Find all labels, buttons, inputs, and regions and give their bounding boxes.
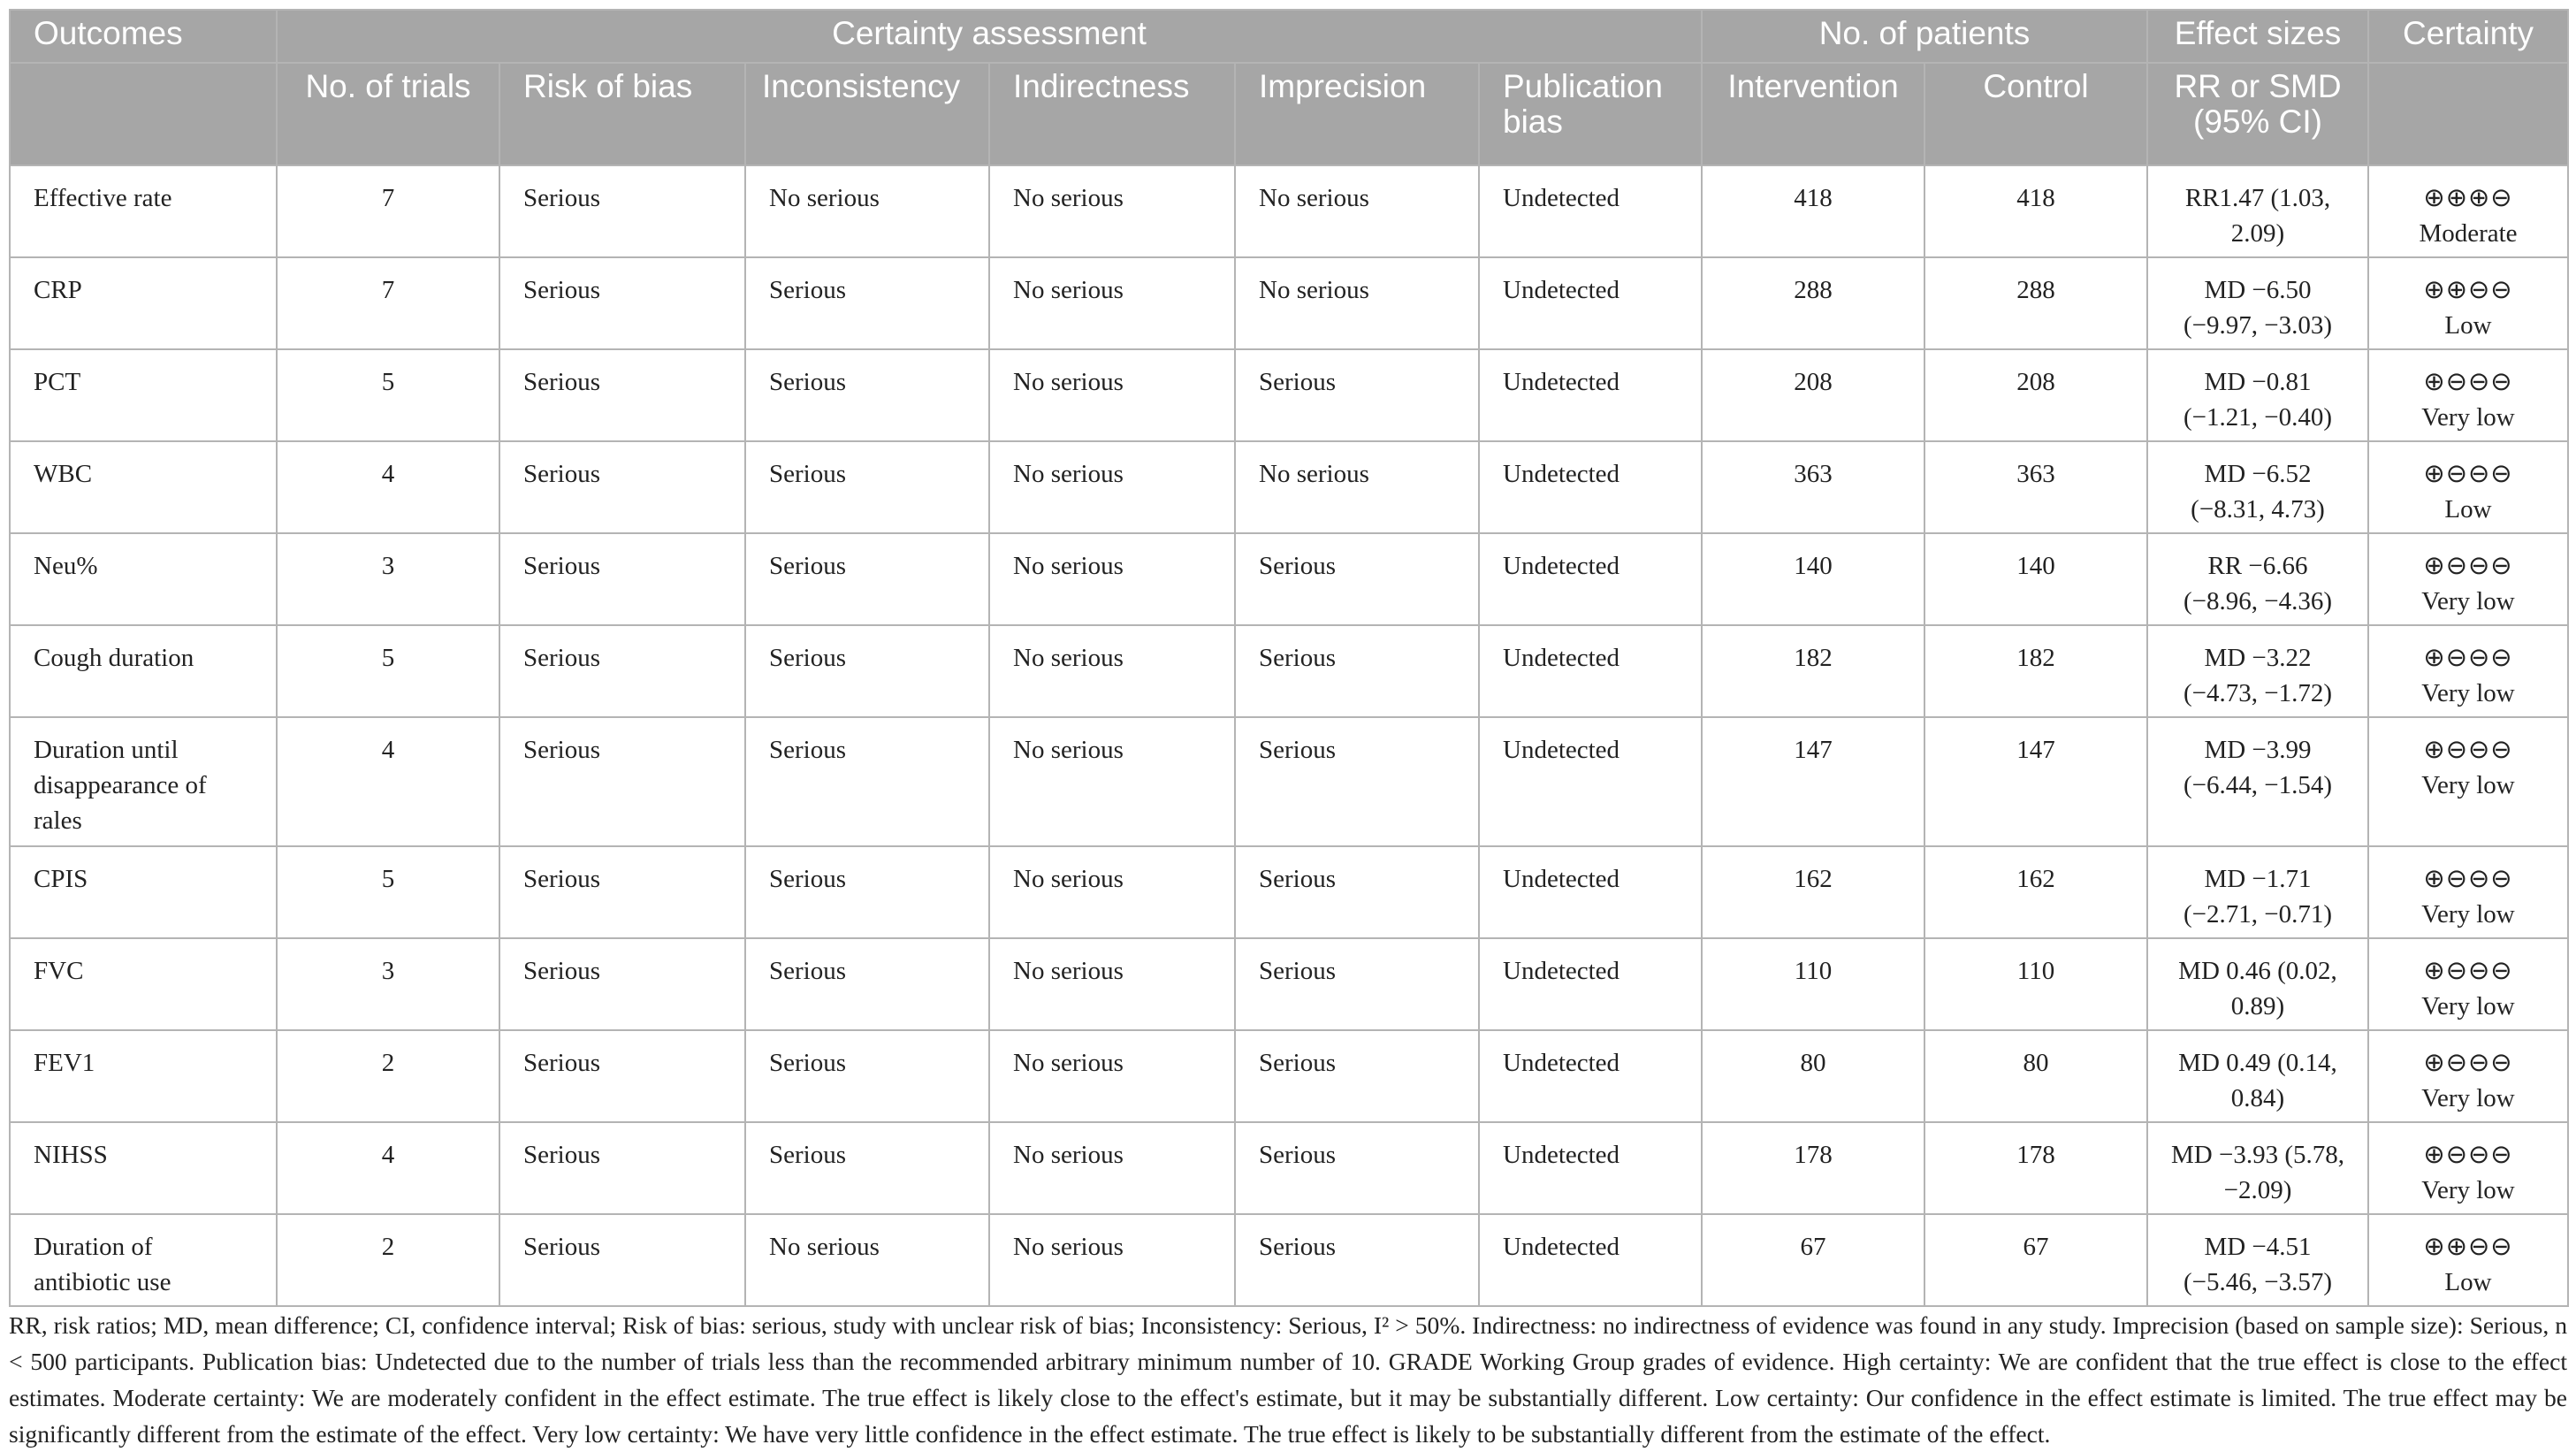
header-certainty: Certainty [2368, 10, 2568, 63]
publication-bias-cell: Undetected [1479, 717, 1702, 846]
header-rr-or-smd [2147, 63, 2368, 165]
table-row [10, 846, 2568, 938]
trials-cell: 2 [277, 1214, 499, 1306]
header-publication-bias-line2: bias [1503, 103, 1563, 140]
outcome-cell [10, 349, 277, 441]
header-control: Control [1924, 63, 2147, 165]
header-imprecision: Imprecision [1235, 63, 1479, 165]
header-effect-sizes: Effect sizes [2147, 10, 2368, 63]
control-cell: 182 [1924, 625, 2147, 717]
header-blank-certainty [2368, 63, 2568, 165]
control-cell: 110 [1924, 938, 2147, 1030]
effect-size-cell [2147, 441, 2368, 533]
effect-size-cell [2147, 1122, 2368, 1214]
header-outcomes: Outcomes [10, 10, 277, 63]
trials-cell: 7 [277, 257, 499, 349]
header-certainty-assessment: Certainty assessment [277, 10, 1702, 63]
publication-bias-cell: Undetected [1479, 349, 1702, 441]
outcome-line: Effective rate [34, 184, 172, 212]
outcome-cell [10, 846, 277, 938]
indirectness-cell: No serious [989, 533, 1235, 625]
imprecision-cell: Serious [1235, 846, 1479, 938]
outcome-cell [10, 1214, 277, 1306]
imprecision-cell: Serious [1235, 717, 1479, 846]
intervention-cell: 140 [1702, 533, 1924, 625]
outcome-line: FVC [34, 957, 84, 985]
table-footnote [9, 1307, 2567, 1452]
effect-size-cell [2147, 1214, 2368, 1306]
risk-of-bias-cell: Serious [499, 938, 745, 1030]
certainty-symbols: ⊕⊖⊖⊖ [2423, 865, 2513, 893]
imprecision-cell: No serious [1235, 165, 1479, 257]
table-row [10, 717, 2568, 846]
effect-size-cell [2147, 257, 2368, 349]
indirectness-cell: No serious [989, 846, 1235, 938]
effect-size-line: MD −6.52 [2204, 460, 2312, 488]
certainty-label: Very low [2421, 1176, 2515, 1204]
control-cell: 418 [1924, 165, 2147, 257]
certainty-symbols: ⊕⊖⊖⊖ [2423, 368, 2513, 396]
indirectness-cell: No serious [989, 1030, 1235, 1122]
outcome-cell [10, 165, 277, 257]
header-publication-bias-line1: Publication [1503, 68, 1664, 104]
effect-size-cell [2147, 846, 2368, 938]
intervention-cell: 147 [1702, 717, 1924, 846]
header-risk-of-bias: Risk of bias [499, 63, 745, 165]
outcome-line: Duration of [34, 1233, 153, 1261]
imprecision-cell: Serious [1235, 938, 1479, 1030]
effect-size-cell [2147, 625, 2368, 717]
table-row [10, 1214, 2568, 1306]
header-rr-or-smd-line2: (95% CI) [2193, 103, 2322, 140]
header-blank-outcomes [10, 63, 277, 165]
certainty-label: Very low [2421, 992, 2515, 1020]
table-row [10, 938, 2568, 1030]
risk-of-bias-cell: Serious [499, 257, 745, 349]
certainty-symbols: ⊕⊖⊖⊖ [2423, 1141, 2513, 1169]
trials-cell: 2 [277, 1030, 499, 1122]
inconsistency-cell: Serious [745, 349, 989, 441]
certainty-symbols: ⊕⊖⊖⊖ [2423, 736, 2513, 764]
effect-size-line: MD −0.81 [2204, 368, 2312, 396]
certainty-cell [2368, 165, 2568, 257]
header-publication-bias [1479, 63, 1702, 165]
risk-of-bias-cell: Serious [499, 846, 745, 938]
inconsistency-cell: Serious [745, 533, 989, 625]
certainty-cell [2368, 441, 2568, 533]
effect-size-line: (−5.46, −3.57) [2183, 1268, 2333, 1296]
publication-bias-cell: Undetected [1479, 441, 1702, 533]
effect-size-line: MD −3.22 [2204, 644, 2312, 672]
certainty-symbols: ⊕⊖⊖⊖ [2423, 1049, 2513, 1077]
trials-cell: 4 [277, 441, 499, 533]
intervention-cell: 288 [1702, 257, 1924, 349]
effect-size-line: (−2.71, −0.71) [2183, 900, 2333, 929]
control-cell: 208 [1924, 349, 2147, 441]
imprecision-cell: Serious [1235, 533, 1479, 625]
outcome-cell [10, 441, 277, 533]
trials-cell: 5 [277, 625, 499, 717]
control-cell: 80 [1924, 1030, 2147, 1122]
publication-bias-cell: Undetected [1479, 938, 1702, 1030]
table-row [10, 533, 2568, 625]
control-cell: 363 [1924, 441, 2147, 533]
effect-size-line: RR1.47 (1.03, [2184, 184, 2331, 212]
effect-size-line: MD −6.50 [2204, 276, 2312, 304]
trials-cell: 4 [277, 717, 499, 846]
effect-size-line: MD −3.93 (5.78, [2171, 1141, 2344, 1169]
outcome-cell [10, 533, 277, 625]
certainty-cell [2368, 349, 2568, 441]
trials-cell: 4 [277, 1122, 499, 1214]
trials-cell: 3 [277, 533, 499, 625]
inconsistency-cell: Serious [745, 717, 989, 846]
imprecision-cell: Serious [1235, 1214, 1479, 1306]
effect-size-line: (−6.44, −1.54) [2183, 771, 2333, 799]
intervention-cell: 67 [1702, 1214, 1924, 1306]
header-no-of-trials: No. of trials [277, 63, 499, 165]
outcome-line: Neu% [34, 552, 98, 580]
certainty-label: Very low [2421, 587, 2515, 615]
certainty-label: Very low [2421, 403, 2515, 432]
certainty-label: Very low [2421, 1084, 2515, 1112]
outcome-line: rales [34, 806, 82, 835]
outcome-line: FEV1 [34, 1049, 95, 1077]
inconsistency-cell: Serious [745, 257, 989, 349]
intervention-cell: 363 [1702, 441, 1924, 533]
outcome-line: Duration until [34, 736, 179, 764]
risk-of-bias-cell: Serious [499, 1030, 745, 1122]
intervention-cell: 80 [1702, 1030, 1924, 1122]
header-indirectness: Indirectness [989, 63, 1235, 165]
control-cell: 288 [1924, 257, 2147, 349]
indirectness-cell: No serious [989, 1214, 1235, 1306]
imprecision-cell: Serious [1235, 349, 1479, 441]
certainty-cell [2368, 1030, 2568, 1122]
intervention-cell: 208 [1702, 349, 1924, 441]
header-inconsistency: Inconsistency [745, 63, 989, 165]
indirectness-cell: No serious [989, 165, 1235, 257]
certainty-cell [2368, 625, 2568, 717]
certainty-cell [2368, 257, 2568, 349]
effect-size-line: MD 0.49 (0.14, [2178, 1049, 2337, 1077]
outcome-line: CPIS [34, 865, 88, 893]
certainty-label: Very low [2421, 679, 2515, 707]
intervention-cell: 162 [1702, 846, 1924, 938]
table-row [10, 257, 2568, 349]
control-cell: 162 [1924, 846, 2147, 938]
trials-cell: 3 [277, 938, 499, 1030]
outcome-cell [10, 938, 277, 1030]
control-cell: 147 [1924, 717, 2147, 846]
intervention-cell: 110 [1702, 938, 1924, 1030]
table-row [10, 625, 2568, 717]
table-row [10, 441, 2568, 533]
table-row [10, 1122, 2568, 1214]
indirectness-cell: No serious [989, 938, 1235, 1030]
effect-size-line: RR −6.66 [2207, 552, 2308, 580]
effect-size-cell [2147, 938, 2368, 1030]
trials-cell: 5 [277, 349, 499, 441]
outcome-line: antibiotic use [34, 1268, 171, 1296]
outcome-line: WBC [34, 460, 93, 488]
publication-bias-cell: Undetected [1479, 1122, 1702, 1214]
certainty-symbols: ⊕⊖⊖⊖ [2423, 644, 2513, 672]
indirectness-cell: No serious [989, 441, 1235, 533]
control-cell: 140 [1924, 533, 2147, 625]
outcome-cell [10, 1122, 277, 1214]
inconsistency-cell: Serious [745, 938, 989, 1030]
effect-size-line: MD −4.51 [2204, 1233, 2312, 1261]
inconsistency-cell: Serious [745, 846, 989, 938]
effect-size-line: MD −1.71 [2204, 865, 2312, 893]
publication-bias-cell: Undetected [1479, 1214, 1702, 1306]
certainty-symbols: ⊕⊖⊖⊖ [2423, 460, 2513, 488]
inconsistency-cell: Serious [745, 441, 989, 533]
publication-bias-cell: Undetected [1479, 846, 1702, 938]
imprecision-cell: Serious [1235, 1030, 1479, 1122]
certainty-label: Low [2444, 311, 2492, 340]
outcome-line: CRP [34, 276, 82, 304]
effect-size-cell [2147, 717, 2368, 846]
inconsistency-cell: No serious [745, 1214, 989, 1306]
effect-size-line: MD 0.46 (0.02, [2178, 957, 2337, 985]
publication-bias-cell: Undetected [1479, 533, 1702, 625]
certainty-cell [2368, 533, 2568, 625]
header-intervention: Intervention [1702, 63, 1924, 165]
certainty-symbols: ⊕⊖⊖⊖ [2423, 957, 2513, 985]
outcome-line: PCT [34, 368, 81, 396]
risk-of-bias-cell: Serious [499, 1122, 745, 1214]
intervention-cell: 178 [1702, 1122, 1924, 1214]
effect-size-line: 0.84) [2230, 1084, 2285, 1112]
risk-of-bias-cell: Serious [499, 625, 745, 717]
effect-size-cell [2147, 533, 2368, 625]
certainty-label: Very low [2421, 771, 2515, 799]
publication-bias-cell: Undetected [1479, 625, 1702, 717]
publication-bias-cell: Undetected [1479, 1030, 1702, 1122]
risk-of-bias-cell: Serious [499, 349, 745, 441]
trials-cell: 7 [277, 165, 499, 257]
effect-size-line: (−1.21, −0.40) [2183, 403, 2333, 432]
inconsistency-cell: Serious [745, 625, 989, 717]
effect-size-line: −2.09) [2223, 1176, 2292, 1204]
imprecision-cell: Serious [1235, 1122, 1479, 1214]
header-no-of-patients: No. of patients [1702, 10, 2147, 63]
effect-size-line: 0.89) [2230, 992, 2285, 1020]
inconsistency-cell: Serious [745, 1122, 989, 1214]
indirectness-cell: No serious [989, 349, 1235, 441]
effect-size-cell [2147, 165, 2368, 257]
table-row [10, 1030, 2568, 1122]
imprecision-cell: No serious [1235, 441, 1479, 533]
indirectness-cell: No serious [989, 1122, 1235, 1214]
certainty-symbols: ⊕⊕⊕⊖ [2423, 184, 2513, 212]
effect-size-line: 2.09) [2230, 219, 2285, 248]
effect-size-line: (−8.96, −4.36) [2183, 587, 2333, 615]
table-row [10, 349, 2568, 441]
indirectness-cell: No serious [989, 717, 1235, 846]
outcome-line: disappearance of [34, 771, 207, 799]
effect-size-cell [2147, 349, 2368, 441]
outcome-cell [10, 257, 277, 349]
control-cell: 178 [1924, 1122, 2147, 1214]
outcome-line: NIHSS [34, 1141, 108, 1169]
certainty-cell [2368, 1214, 2568, 1306]
outcome-line: Cough duration [34, 644, 194, 672]
header-rr-or-smd-line1: RR or SMD [2174, 68, 2342, 104]
outcome-cell [10, 717, 277, 846]
imprecision-cell: Serious [1235, 625, 1479, 717]
effect-size-line: MD −3.99 [2204, 736, 2312, 764]
grade-evidence-table [9, 9, 2569, 1307]
outcome-cell [10, 1030, 277, 1122]
control-cell: 67 [1924, 1214, 2147, 1306]
publication-bias-cell: Undetected [1479, 165, 1702, 257]
inconsistency-cell: No serious [745, 165, 989, 257]
effect-size-line: (−8.31, 4.73) [2191, 495, 2325, 523]
table-header [10, 10, 2568, 165]
table-row [10, 165, 2568, 257]
certainty-cell [2368, 717, 2568, 846]
certainty-label: Moderate [2419, 219, 2518, 248]
intervention-cell: 418 [1702, 165, 1924, 257]
certainty-symbols: ⊕⊕⊖⊖ [2423, 1233, 2513, 1261]
certainty-symbols: ⊕⊖⊖⊖ [2423, 552, 2513, 580]
grade-table-container [9, 9, 2567, 1307]
risk-of-bias-cell: Serious [499, 1214, 745, 1306]
certainty-cell [2368, 846, 2568, 938]
footnote-text: RR, risk ratios; MD, mean difference; CI, confidence interval; Risk of bias: serious, study with unclear risk of bias; Inconsistency: Serious, I² > 50%. Indirectness: no indirectness of evidence was found in any study. Imprecision (based on sample size): Serious, n < 500 participants. Publication bias: Undetected due to the number of trials less than the recommended arbitrary minimum number of 10. GRADE Working Group grades of evidence. High certainty: We are confident that the true effect is close to the effect estimates. Moderate certainty: We are moderately confident in the effect estimate. The true effect is likely close to the effect's estimate, but it may be substantially different. Low certainty: Our confidence in the effect estimate is limited. The true effect may be significantly different from the estimate of the effect. Very low certainty: We have very little confidence in the effect estimate. The true effect is likely to be substantially different from the estimate of the effect. [9, 1311, 2567, 1448]
trials-cell: 5 [277, 846, 499, 938]
effect-size-line: (−4.73, −1.72) [2183, 679, 2333, 707]
certainty-cell [2368, 1122, 2568, 1214]
effect-size-line: (−9.97, −3.03) [2183, 311, 2333, 340]
publication-bias-cell: Undetected [1479, 257, 1702, 349]
certainty-label: Very low [2421, 900, 2515, 929]
certainty-cell [2368, 938, 2568, 1030]
risk-of-bias-cell: Serious [499, 717, 745, 846]
certainty-symbols: ⊕⊕⊖⊖ [2423, 276, 2513, 304]
outcome-cell [10, 625, 277, 717]
imprecision-cell: No serious [1235, 257, 1479, 349]
certainty-label: Low [2444, 1268, 2492, 1296]
risk-of-bias-cell: Serious [499, 533, 745, 625]
certainty-label: Low [2444, 495, 2492, 523]
indirectness-cell: No serious [989, 257, 1235, 349]
effect-size-cell [2147, 1030, 2368, 1122]
indirectness-cell: No serious [989, 625, 1235, 717]
risk-of-bias-cell: Serious [499, 441, 745, 533]
risk-of-bias-cell: Serious [499, 165, 745, 257]
intervention-cell: 182 [1702, 625, 1924, 717]
table-body [10, 165, 2568, 1306]
inconsistency-cell: Serious [745, 1030, 989, 1122]
